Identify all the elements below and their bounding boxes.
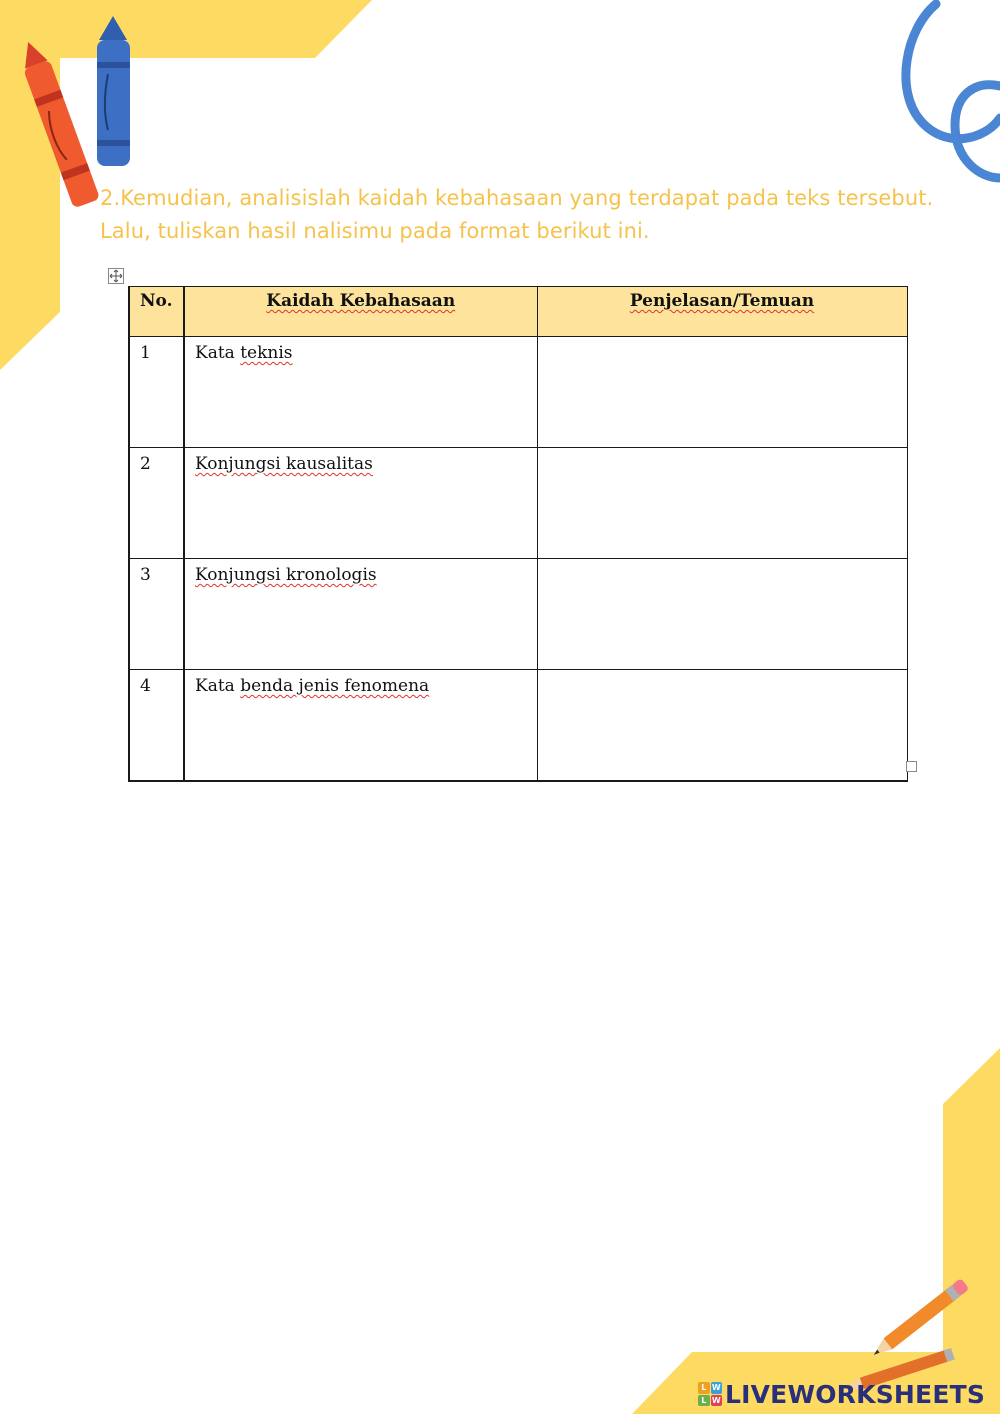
row-no: 4 xyxy=(129,670,184,782)
row-no: 1 xyxy=(129,337,184,448)
table-row xyxy=(129,559,907,670)
table-row xyxy=(129,337,907,448)
table-header-row xyxy=(129,287,907,337)
row-penjelasan[interactable] xyxy=(537,337,907,448)
row-no: 3 xyxy=(129,559,184,670)
header-kaidah: Kaidah Kebahasaan xyxy=(184,287,537,337)
row-kaidah: Konjungsi kausalitas xyxy=(184,448,537,559)
row-penjelasan[interactable] xyxy=(537,670,907,782)
kaidah-table xyxy=(128,286,908,782)
table-row xyxy=(129,670,907,782)
header-no: No. xyxy=(129,287,184,337)
header-penjelasan: Penjelasan/Temuan xyxy=(537,287,907,337)
row-kaidah: Kata teknis xyxy=(184,337,537,448)
brand-text: LIVEWORKSHEETS xyxy=(725,1379,986,1409)
table-move-icon[interactable] xyxy=(108,268,124,284)
blue-swirl-icon xyxy=(906,4,1000,178)
liveworksheets-brand xyxy=(698,1378,985,1410)
instruction-line-1: 2.Kemudian, analisislah kaidah kebahasaan yang terdapat pada teks tersebut. xyxy=(100,186,934,210)
row-kaidah: Kata benda jenis fenomena xyxy=(184,670,537,782)
blue-crayon-icon xyxy=(97,16,130,166)
table-resize-icon[interactable] xyxy=(906,761,917,772)
row-no: 2 xyxy=(129,448,184,559)
row-penjelasan[interactable] xyxy=(537,559,907,670)
table-row xyxy=(129,448,907,559)
row-penjelasan[interactable] xyxy=(537,448,907,559)
instruction-line-2: Lalu, tuliskan hasil nalisimu pada format berikut ini. xyxy=(100,219,650,243)
liveworksheets-logo-icon: L W L W xyxy=(698,1382,722,1406)
instruction-text xyxy=(100,182,934,248)
row-kaidah: Konjungsi kronologis xyxy=(184,559,537,670)
